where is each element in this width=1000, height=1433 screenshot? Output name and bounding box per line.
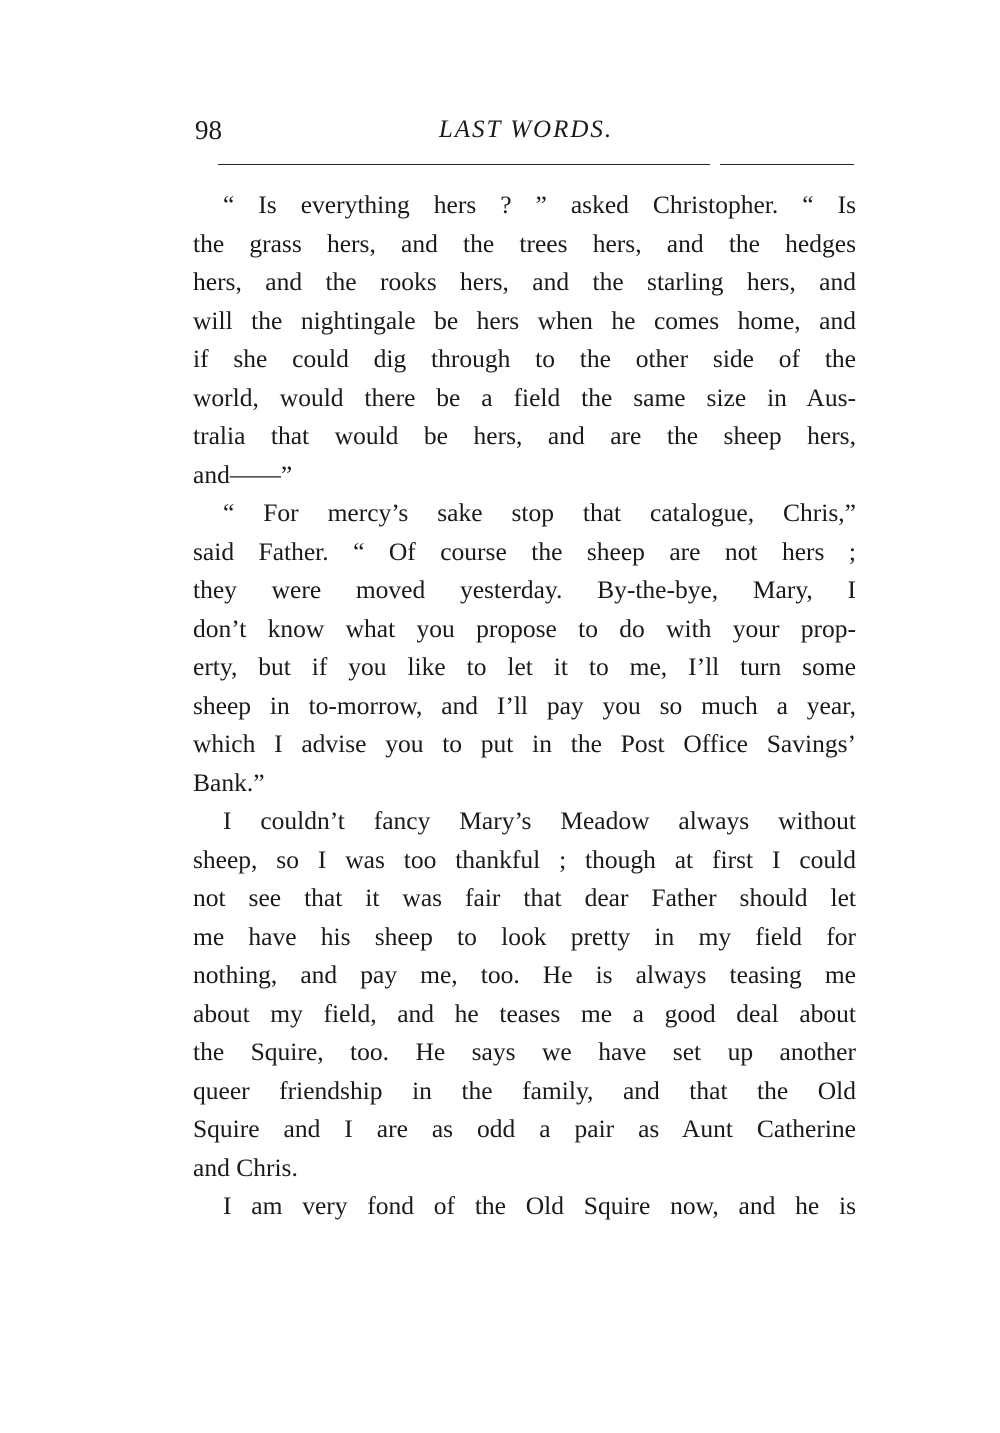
text-line: queer friendship in the family, and that the Old [193, 1075, 856, 1105]
text-line: will the nightingale be hers when he comes home, and [193, 305, 856, 335]
text-line: nothing, and pay me, too. He is always teasing me [193, 960, 856, 989]
text-line: Squire and I are as odd a pair as Aunt Catherine [193, 1114, 856, 1143]
text-line: sheep in to-morrow, and I’ll pay you so much a year, [193, 690, 856, 720]
body-text [193, 186, 856, 1226]
header-rule-left [218, 164, 710, 165]
text-line: about my field, and he teases me a good deal about [193, 998, 856, 1028]
text-line: world, would there be a field the same size in Aus- [193, 382, 856, 412]
text-line: I couldn’t fancy Mary’s Meadow always without [223, 806, 856, 835]
text-line: I am very fond of the Old Squire now, and he is [223, 1191, 856, 1220]
text-line: Bank.” [193, 767, 265, 797]
text-line: “ Is everything hers ? ” asked Christopher. “ Is [223, 190, 856, 219]
paragraph [193, 802, 856, 1187]
page-number: 98 [195, 115, 222, 145]
text-line: and Chris. [193, 1152, 298, 1182]
text-line: erty, but if you like to let it to me, I’ll turn some [193, 652, 856, 681]
text-line: not see that it was fair that dear Father should let [193, 883, 856, 912]
page-header [195, 112, 857, 152]
text-line: the grass hers, and the trees hers, and the hedges [193, 228, 856, 258]
paragraph [193, 186, 856, 494]
running-title: LAST WORDS. [438, 116, 614, 143]
text-line: the Squire, too. He says we have set up another [193, 1037, 856, 1066]
text-line: don’t know what you propose to do with your prop- [193, 613, 856, 643]
text-line: and——” [193, 459, 293, 489]
text-line: which I advise you to put in the Post Office Savings’ [193, 729, 856, 758]
text-line: said Father. “ Of course the sheep are not hers ; [193, 536, 856, 566]
text-line: me have his sheep to look pretty in my field for [193, 921, 856, 951]
text-line: they were moved yesterday. By-the-bye, Mary, I [193, 575, 856, 604]
paragraph [193, 1187, 856, 1226]
text-line: hers, and the rooks hers, and the starling hers, and [193, 267, 856, 296]
paragraph [193, 494, 856, 802]
text-line: tralia that would be hers, and are the sheep hers, [193, 421, 856, 450]
text-line: “ For mercy’s sake stop that catalogue, Chris,” [223, 498, 856, 527]
text-line: if she could dig through to the other side of the [193, 344, 856, 373]
text-line: sheep, so I was too thankful ; though at first I could [193, 844, 856, 874]
header-rule-right [720, 164, 854, 165]
